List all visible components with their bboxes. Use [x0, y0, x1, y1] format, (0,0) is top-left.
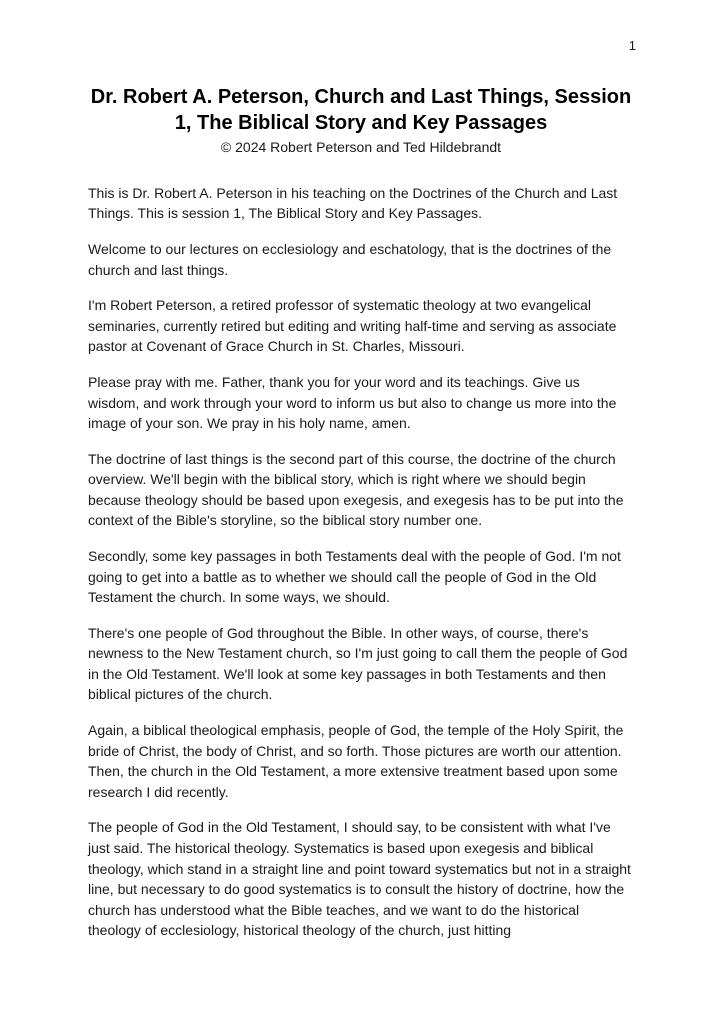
paragraph: Again, a biblical theological emphasis, people of God, the temple of the Holy Spirit, the bride of Christ, the body of Christ, and so forth. Those pictures are worth our attention. Then, the church in the Old Testament, a more extensive treatment based upon some research I did recently.: [88, 722, 624, 800]
paragraph: Secondly, some key passages in both Testaments deal with the people of God. I'm not going to get into a battle as to whether we should call the people of God in the Old Testament the church. In some ways, we should.: [88, 547, 621, 606]
paragraph: I'm Robert Peterson, a retired professor of systematic theology at two evangelical seminaries, currently retired but editing and writing half-time and serving as associate pastor at Covenant of Grace Church in St. Charles, Missouri.: [88, 297, 617, 355]
paragraph: Please pray with me. Father, thank you for your word and its teachings. Give us wisdom, and work through your word to inform us but also to change us more into the image of your son. We pray in his holy name, amen.: [88, 373, 617, 432]
document-title: Dr. Robert A. Peterson, Church and Last Things, Session 1, The Biblical Story and Key Passages: [90, 86, 632, 134]
paragraph: Welcome to our lectures on ecclesiology and eschatology, that is the doctrines of the church and last things.: [88, 241, 612, 278]
body-text: [88, 183, 634, 941]
paragraph: The doctrine of last things is the second part of this course, the doctrine of the church overview. We'll begin with the biblical story, which is right where we should begin because theology should be based upon exegesis, and exegesis has to be put into the context of the Bible's storyline, so the biblical story number one.: [88, 450, 624, 529]
paragraph: There's one people of God throughout the Bible. In other ways, of course, there's newness to the New Testament church, so I'm just going to call them the people of God in the Old Testament. We'll look at some key passages in both Testaments and then biblical pictures of the church.: [88, 624, 628, 703]
page-number: 1: [628, 38, 636, 53]
paragraph: The people of God in the Old Testament, I should say, to be consistent with what I've just said. The historical theology. Systematics is based upon exegesis and biblical theology, which stand in a straight line and point toward systematics but not in a straight line, but necessary to do good systematics is to consult the history of doctrine, how the church has understood what the Bible teaches, and we want to do the historical theology of ecclesiology, historical theology of the church, just hitting: [88, 819, 631, 939]
copyright-line: © 2024 Robert Peterson and Ted Hildebrandt: [220, 139, 502, 155]
paragraph: This is Dr. Robert A. Peterson in his teaching on the Doctrines of the Church and Last Things. This is session 1, The Biblical Story and Key Passages.: [88, 184, 618, 222]
